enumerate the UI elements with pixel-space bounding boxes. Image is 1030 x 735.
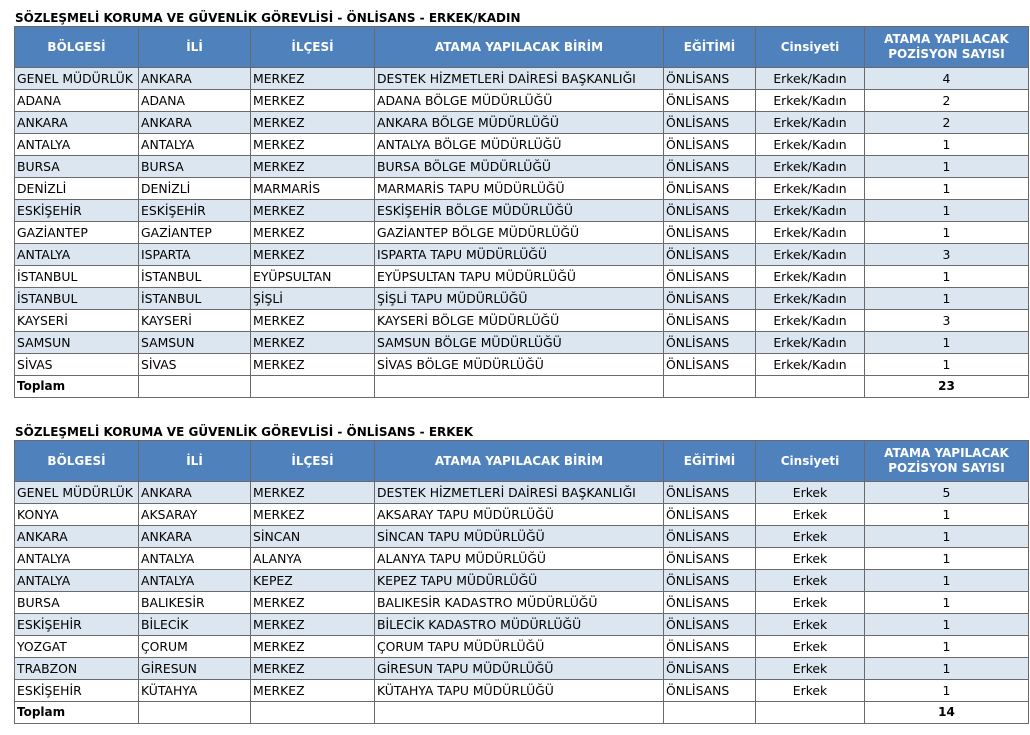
cell-pozisyon-sayisi: 1 <box>865 200 1029 222</box>
table-row <box>15 222 1029 244</box>
cell-ilcesi: EYÜPSULTAN <box>251 266 375 288</box>
col-header-bolgesi: BÖLGESİ <box>15 27 139 68</box>
table-row <box>15 680 1029 702</box>
section-erkek <box>14 424 1028 724</box>
cell-bolgesi: BURSA <box>15 156 139 178</box>
cell-birim: ÇORUM TAPU MÜDÜRLÜĞÜ <box>375 636 664 658</box>
cell-bolgesi: ESKİŞEHİR <box>15 680 139 702</box>
cell-ilcesi: MERKEZ <box>251 592 375 614</box>
cell-pozisyon-sayisi: 1 <box>865 548 1029 570</box>
cell-birim: KAYSERİ BÖLGE MÜDÜRLÜĞÜ <box>375 310 664 332</box>
cell-cinsiyeti: Erkek <box>756 526 865 548</box>
cell-ili: ANTALYA <box>139 134 251 156</box>
table-body <box>15 482 1029 724</box>
cell-ili: ESKİŞEHİR <box>139 200 251 222</box>
cell-pozisyon-sayisi: 1 <box>865 592 1029 614</box>
cell-ili: DENİZLİ <box>139 178 251 200</box>
total-empty-cell <box>664 376 756 398</box>
cell-pozisyon-sayisi: 1 <box>865 266 1029 288</box>
cell-ilcesi: MERKEZ <box>251 680 375 702</box>
table-row <box>15 354 1029 376</box>
cell-birim: KÜTAHYA TAPU MÜDÜRLÜĞÜ <box>375 680 664 702</box>
cell-pozisyon-sayisi: 1 <box>865 636 1029 658</box>
cell-egitimi: ÖNLİSANS <box>664 134 756 156</box>
cell-ilcesi: MARMARİS <box>251 178 375 200</box>
section-erkek-kadin <box>14 10 1028 398</box>
cell-birim: GAZİANTEP BÖLGE MÜDÜRLÜĞÜ <box>375 222 664 244</box>
cell-ilcesi: ALANYA <box>251 548 375 570</box>
table-row <box>15 614 1029 636</box>
cell-cinsiyeti: Erkek/Kadın <box>756 310 865 332</box>
cell-ilcesi: MERKEZ <box>251 504 375 526</box>
cell-cinsiyeti: Erkek/Kadın <box>756 266 865 288</box>
cell-egitimi: ÖNLİSANS <box>664 288 756 310</box>
cell-cinsiyeti: Erkek <box>756 636 865 658</box>
cell-ilcesi: MERKEZ <box>251 636 375 658</box>
cell-egitimi: ÖNLİSANS <box>664 680 756 702</box>
table-row <box>15 288 1029 310</box>
cell-pozisyon-sayisi: 1 <box>865 570 1029 592</box>
cell-pozisyon-sayisi: 1 <box>865 156 1029 178</box>
cell-bolgesi: GENEL MÜDÜRLÜK <box>15 68 139 90</box>
cell-egitimi: ÖNLİSANS <box>664 548 756 570</box>
cell-egitimi: ÖNLİSANS <box>664 266 756 288</box>
total-label: Toplam <box>15 376 139 398</box>
total-empty-cell <box>251 702 375 724</box>
table-row <box>15 526 1029 548</box>
section-title: SÖZLEŞMELİ KORUMA VE GÜVENLİK GÖREVLİSİ - ÖNLİSANS - ERKEK <box>15 425 474 439</box>
cell-ilcesi: MERKEZ <box>251 614 375 636</box>
cell-ilcesi: MERKEZ <box>251 156 375 178</box>
cell-ilcesi: MERKEZ <box>251 134 375 156</box>
col-header-pozisyon-sayisi: ATAMA YAPILACAK POZİSYON SAYISI <box>865 27 1029 68</box>
cell-pozisyon-sayisi: 1 <box>865 134 1029 156</box>
cell-cinsiyeti: Erkek <box>756 614 865 636</box>
total-row <box>15 376 1029 398</box>
col-header-ili: İLİ <box>139 27 251 68</box>
table-row <box>15 548 1029 570</box>
cell-cinsiyeti: Erkek/Kadın <box>756 244 865 266</box>
total-empty-cell <box>375 702 664 724</box>
total-empty-cell <box>139 376 251 398</box>
cell-cinsiyeti: Erkek/Kadın <box>756 200 865 222</box>
cell-birim: ANKARA BÖLGE MÜDÜRLÜĞÜ <box>375 112 664 134</box>
cell-birim: ŞİŞLİ TAPU MÜDÜRLÜĞÜ <box>375 288 664 310</box>
table-row <box>15 636 1029 658</box>
cell-birim: ANTALYA BÖLGE MÜDÜRLÜĞÜ <box>375 134 664 156</box>
col-header-cinsiyeti: Cinsiyeti <box>756 441 865 482</box>
cell-bolgesi: ANTALYA <box>15 134 139 156</box>
total-label: Toplam <box>15 702 139 724</box>
cell-egitimi: ÖNLİSANS <box>664 526 756 548</box>
cell-egitimi: ÖNLİSANS <box>664 332 756 354</box>
cell-bolgesi: ESKİŞEHİR <box>15 614 139 636</box>
cell-bolgesi: ANKARA <box>15 112 139 134</box>
col-header-birim: ATAMA YAPILACAK BİRİM <box>375 441 664 482</box>
cell-ili: ANTALYA <box>139 548 251 570</box>
cell-cinsiyeti: Erkek/Kadın <box>756 332 865 354</box>
cell-pozisyon-sayisi: 1 <box>865 354 1029 376</box>
cell-ilcesi: MERKEZ <box>251 112 375 134</box>
cell-birim: KEPEZ TAPU MÜDÜRLÜĞÜ <box>375 570 664 592</box>
total-empty-cell <box>756 702 865 724</box>
cell-ili: SİVAS <box>139 354 251 376</box>
cell-bolgesi: ANTALYA <box>15 548 139 570</box>
cell-birim: BALIKESİR KADASTRO MÜDÜRLÜĞÜ <box>375 592 664 614</box>
cell-ili: ÇORUM <box>139 636 251 658</box>
cell-egitimi: ÖNLİSANS <box>664 244 756 266</box>
cell-ili: ANKARA <box>139 112 251 134</box>
table-row <box>15 266 1029 288</box>
cell-cinsiyeti: Erkek/Kadın <box>756 90 865 112</box>
cell-cinsiyeti: Erkek/Kadın <box>756 178 865 200</box>
cell-pozisyon-sayisi: 1 <box>865 222 1029 244</box>
cell-pozisyon-sayisi: 1 <box>865 178 1029 200</box>
cell-egitimi: ÖNLİSANS <box>664 636 756 658</box>
cell-ilcesi: MERKEZ <box>251 658 375 680</box>
cell-ili: ADANA <box>139 90 251 112</box>
cell-birim: SAMSUN BÖLGE MÜDÜRLÜĞÜ <box>375 332 664 354</box>
cell-cinsiyeti: Erkek <box>756 548 865 570</box>
total-empty-cell <box>756 376 865 398</box>
cell-pozisyon-sayisi: 2 <box>865 112 1029 134</box>
cell-ili: İSTANBUL <box>139 266 251 288</box>
table-row <box>15 658 1029 680</box>
table-row <box>15 244 1029 266</box>
total-empty-cell <box>375 376 664 398</box>
cell-ilcesi: MERKEZ <box>251 354 375 376</box>
positions-table <box>14 440 1029 724</box>
cell-pozisyon-sayisi: 3 <box>865 310 1029 332</box>
cell-egitimi: ÖNLİSANS <box>664 200 756 222</box>
cell-ilcesi: SİNCAN <box>251 526 375 548</box>
cell-egitimi: ÖNLİSANS <box>664 222 756 244</box>
table-row <box>15 134 1029 156</box>
cell-birim: EYÜPSULTAN TAPU MÜDÜRLÜĞÜ <box>375 266 664 288</box>
table-row <box>15 90 1029 112</box>
cell-egitimi: ÖNLİSANS <box>664 90 756 112</box>
total-empty-cell <box>139 702 251 724</box>
cell-birim: BİLECİK KADASTRO MÜDÜRLÜĞÜ <box>375 614 664 636</box>
cell-birim: BURSA BÖLGE MÜDÜRLÜĞÜ <box>375 156 664 178</box>
cell-ili: BURSA <box>139 156 251 178</box>
cell-bolgesi: SAMSUN <box>15 332 139 354</box>
cell-cinsiyeti: Erkek/Kadın <box>756 288 865 310</box>
cell-ili: ANKARA <box>139 68 251 90</box>
cell-bolgesi: ANTALYA <box>15 570 139 592</box>
cell-egitimi: ÖNLİSANS <box>664 592 756 614</box>
cell-egitimi: ÖNLİSANS <box>664 354 756 376</box>
cell-egitimi: ÖNLİSANS <box>664 310 756 332</box>
cell-ili: BİLECİK <box>139 614 251 636</box>
table-row <box>15 156 1029 178</box>
cell-egitimi: ÖNLİSANS <box>664 504 756 526</box>
cell-bolgesi: GAZİANTEP <box>15 222 139 244</box>
cell-pozisyon-sayisi: 1 <box>865 504 1029 526</box>
col-header-egitimi: EĞİTİMİ <box>664 27 756 68</box>
table-row <box>15 68 1029 90</box>
cell-ilcesi: MERKEZ <box>251 310 375 332</box>
cell-bolgesi: KAYSERİ <box>15 310 139 332</box>
cell-ili: İSTANBUL <box>139 288 251 310</box>
cell-cinsiyeti: Erkek/Kadın <box>756 354 865 376</box>
cell-cinsiyeti: Erkek <box>756 680 865 702</box>
cell-pozisyon-sayisi: 1 <box>865 288 1029 310</box>
cell-pozisyon-sayisi: 1 <box>865 658 1029 680</box>
cell-ili: GİRESUN <box>139 658 251 680</box>
table-row <box>15 310 1029 332</box>
cell-bolgesi: GENEL MÜDÜRLÜK <box>15 482 139 504</box>
cell-birim: SİVAS BÖLGE MÜDÜRLÜĞÜ <box>375 354 664 376</box>
cell-egitimi: ÖNLİSANS <box>664 112 756 134</box>
table-row <box>15 332 1029 354</box>
cell-ili: KAYSERİ <box>139 310 251 332</box>
section-title: SÖZLEŞMELİ KORUMA VE GÜVENLİK GÖREVLİSİ - ÖNLİSANS - ERKEK/KADIN <box>15 11 521 25</box>
cell-egitimi: ÖNLİSANS <box>664 156 756 178</box>
cell-ilcesi: ŞİŞLİ <box>251 288 375 310</box>
cell-egitimi: ÖNLİSANS <box>664 570 756 592</box>
cell-bolgesi: BURSA <box>15 592 139 614</box>
cell-ilcesi: MERKEZ <box>251 200 375 222</box>
cell-cinsiyeti: Erkek/Kadın <box>756 134 865 156</box>
cell-birim: MARMARİS TAPU MÜDÜRLÜĞÜ <box>375 178 664 200</box>
cell-ilcesi: MERKEZ <box>251 244 375 266</box>
cell-ili: BALIKESİR <box>139 592 251 614</box>
cell-bolgesi: TRABZON <box>15 658 139 680</box>
cell-birim: GİRESUN TAPU MÜDÜRLÜĞÜ <box>375 658 664 680</box>
cell-cinsiyeti: Erkek/Kadın <box>756 156 865 178</box>
cell-ilcesi: MERKEZ <box>251 222 375 244</box>
cell-ili: ANKARA <box>139 482 251 504</box>
cell-cinsiyeti: Erkek/Kadın <box>756 112 865 134</box>
cell-cinsiyeti: Erkek <box>756 482 865 504</box>
table-row <box>15 504 1029 526</box>
cell-egitimi: ÖNLİSANS <box>664 614 756 636</box>
cell-pozisyon-sayisi: 1 <box>865 332 1029 354</box>
cell-ili: ISPARTA <box>139 244 251 266</box>
cell-bolgesi: KONYA <box>15 504 139 526</box>
cell-cinsiyeti: Erkek/Kadın <box>756 68 865 90</box>
table-row <box>15 200 1029 222</box>
cell-bolgesi: ANTALYA <box>15 244 139 266</box>
cell-pozisyon-sayisi: 1 <box>865 614 1029 636</box>
total-empty-cell <box>251 376 375 398</box>
cell-birim: DESTEK HİZMETLERİ DAİRESİ BAŞKANLIĞI <box>375 68 664 90</box>
cell-bolgesi: SİVAS <box>15 354 139 376</box>
table-body <box>15 68 1029 398</box>
cell-egitimi: ÖNLİSANS <box>664 178 756 200</box>
cell-ilcesi: MERKEZ <box>251 90 375 112</box>
cell-pozisyon-sayisi: 2 <box>865 90 1029 112</box>
cell-pozisyon-sayisi: 3 <box>865 244 1029 266</box>
cell-ilcesi: MERKEZ <box>251 332 375 354</box>
cell-egitimi: ÖNLİSANS <box>664 658 756 680</box>
table-row <box>15 178 1029 200</box>
cell-ili: GAZİANTEP <box>139 222 251 244</box>
cell-pozisyon-sayisi: 5 <box>865 482 1029 504</box>
cell-cinsiyeti: Erkek <box>756 592 865 614</box>
total-row <box>15 702 1029 724</box>
cell-birim: ALANYA TAPU MÜDÜRLÜĞÜ <box>375 548 664 570</box>
cell-birim: ADANA BÖLGE MÜDÜRLÜĞÜ <box>375 90 664 112</box>
cell-birim: ISPARTA TAPU MÜDÜRLÜĞÜ <box>375 244 664 266</box>
total-value: 23 <box>865 376 1029 398</box>
cell-ilcesi: MERKEZ <box>251 68 375 90</box>
cell-birim: SİNCAN TAPU MÜDÜRLÜĞÜ <box>375 526 664 548</box>
cell-cinsiyeti: Erkek/Kadın <box>756 222 865 244</box>
cell-cinsiyeti: Erkek <box>756 504 865 526</box>
cell-ili: ANTALYA <box>139 570 251 592</box>
cell-pozisyon-sayisi: 4 <box>865 68 1029 90</box>
cell-birim: ESKİŞEHİR BÖLGE MÜDÜRLÜĞÜ <box>375 200 664 222</box>
cell-ili: KÜTAHYA <box>139 680 251 702</box>
cell-bolgesi: YOZGAT <box>15 636 139 658</box>
header-row <box>15 27 1029 68</box>
table-row <box>15 482 1029 504</box>
cell-birim: AKSARAY TAPU MÜDÜRLÜĞÜ <box>375 504 664 526</box>
positions-table <box>14 26 1029 398</box>
cell-cinsiyeti: Erkek <box>756 658 865 680</box>
cell-bolgesi: ESKİŞEHİR <box>15 200 139 222</box>
col-header-cinsiyeti: Cinsiyeti <box>756 27 865 68</box>
table-row <box>15 592 1029 614</box>
col-header-ilcesi: İLÇESİ <box>251 441 375 482</box>
col-header-bolgesi: BÖLGESİ <box>15 441 139 482</box>
cell-pozisyon-sayisi: 1 <box>865 526 1029 548</box>
cell-bolgesi: ANKARA <box>15 526 139 548</box>
cell-birim: DESTEK HİZMETLERİ DAİRESİ BAŞKANLIĞI <box>375 482 664 504</box>
cell-pozisyon-sayisi: 1 <box>865 680 1029 702</box>
col-header-ili: İLİ <box>139 441 251 482</box>
cell-bolgesi: İSTANBUL <box>15 266 139 288</box>
col-header-birim: ATAMA YAPILACAK BİRİM <box>375 27 664 68</box>
table-row <box>15 112 1029 134</box>
cell-bolgesi: DENİZLİ <box>15 178 139 200</box>
col-header-ilcesi: İLÇESİ <box>251 27 375 68</box>
table-row <box>15 570 1029 592</box>
cell-cinsiyeti: Erkek <box>756 570 865 592</box>
header-row <box>15 441 1029 482</box>
cell-ilcesi: MERKEZ <box>251 482 375 504</box>
col-header-egitimi: EĞİTİMİ <box>664 441 756 482</box>
total-empty-cell <box>664 702 756 724</box>
col-header-pozisyon-sayisi: ATAMA YAPILACAK POZİSYON SAYISI <box>865 441 1029 482</box>
cell-egitimi: ÖNLİSANS <box>664 482 756 504</box>
cell-bolgesi: ADANA <box>15 90 139 112</box>
cell-ili: ANKARA <box>139 526 251 548</box>
cell-egitimi: ÖNLİSANS <box>664 68 756 90</box>
cell-ilcesi: KEPEZ <box>251 570 375 592</box>
cell-bolgesi: İSTANBUL <box>15 288 139 310</box>
total-value: 14 <box>865 702 1029 724</box>
cell-ili: SAMSUN <box>139 332 251 354</box>
cell-ili: AKSARAY <box>139 504 251 526</box>
